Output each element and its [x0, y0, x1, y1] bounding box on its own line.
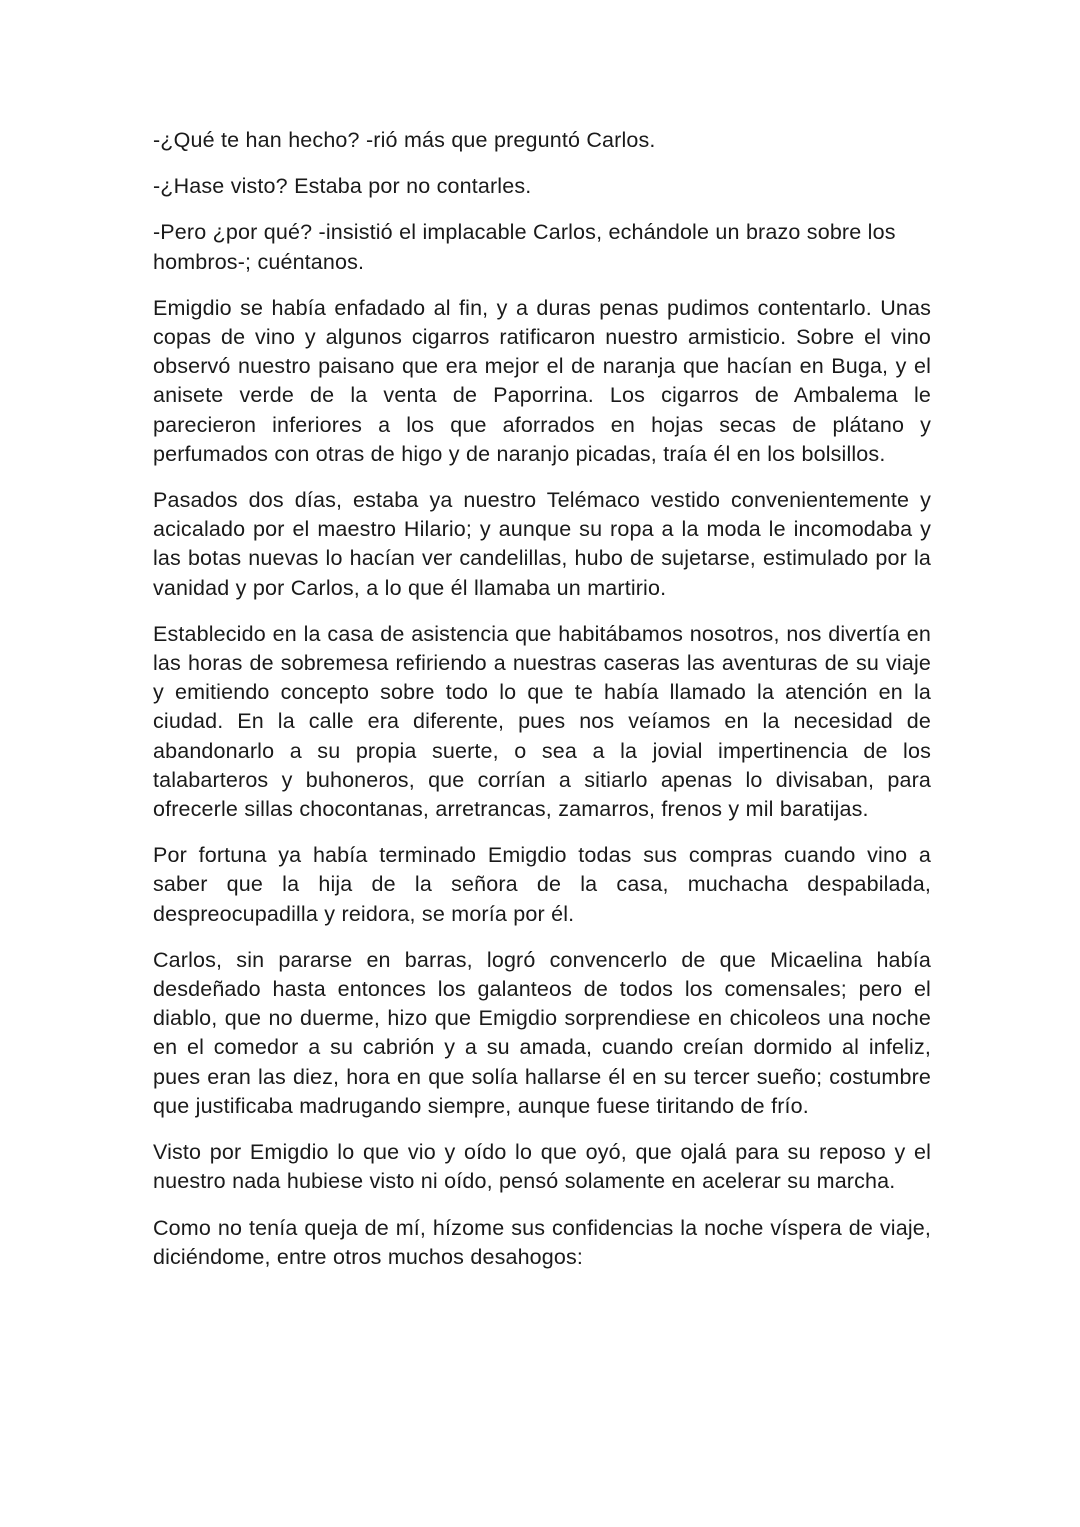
paragraph-5: Pasados dos días, estaba ya nuestro Telémaco vestido convenientemente y acicalado por el maestro Hilario; y aunque su ropa a la moda le incomodaba y las botas nuevas lo hacían ver candelillas, hubo de sujetarse, estimulado por la vanidad y por Carlos, a lo que él llamaba un martirio.: [153, 488, 931, 600]
paragraph-10: Como no tenía queja de mí, hízome sus confidencias la noche víspera de viaje, diciéndome, entre otros muchos desahogos:: [153, 1215, 931, 1269]
paragraph-8: Carlos, sin pararse en barras, logró convencerlo de que Micaelina había desdeñado hasta entonces los galanteos de todos los comensales; pero el diablo, que no duerme, hizo que Emigdio sorprendiese en chicoleos una noche en el comedor a su cabrión y a su amada, cuando creían dormido al infeliz, pues eran las diez, hora en que solía hallarse él en su tercer sueño; costumbre que justificaba madrugando siempre, aunque fuese tiritando de frío.: [153, 947, 931, 1118]
paragraph-3: -Pero ¿por qué? -insistió el implacable Carlos, echándole un brazo sobre los hombros-; cuéntanos.: [153, 220, 896, 274]
paragraph-6: Establecido en la casa de asistencia que habitábamos nosotros, nos divertía en las horas de sobremesa refiriendo a nuestras caseras las aventuras de su viaje y emitiendo concepto sobre todo lo que te había llamado la atención en la ciudad. En la calle era diferente, pues nos veíamos en la necesidad de abandonarlo a su propia suerte, o sea a la jovial impertinencia de los talabarteros y buhoneros, que corrían a sitiarlo apenas lo divisaban, para ofrecerle sillas chocontanas, arretrancas, zamarros, frenos y mil baratijas.: [153, 621, 931, 822]
paragraph-9: Visto por Emigdio lo que vio y oído lo que oyó, que ojalá para su reposo y el nuestro nada hubiese visto ni oído, pensó solamente en acelerar su marcha.: [153, 1140, 931, 1194]
paragraph-2: -¿Hase visto? Estaba por no contarles.: [153, 174, 532, 199]
paragraph-1: -¿Qué te han hecho? -rió más que preguntó Carlos.: [153, 128, 656, 152]
document-text-column: [153, 126, 931, 1272]
paragraph-4: Emigdio se había enfadado al fin, y a duras penas pudimos contentarlo. Unas copas de vino y algunos cigarros ratificaron nuestro armisticio. Sobre el vino observó nuestro paisano que era mejor el de naranja que hacían en Buga, y el anisete verde de la venta de Paporrina. Los cigarros de Ambalema le parecieron inferiores a los que aforrados en hojas secas de plátano y perfumados con otras de higo y de naranjo picadas, traía él en los bolsillos.: [153, 295, 931, 466]
paragraph-7: Por fortuna ya había terminado Emigdio todas sus compras cuando vino a saber que la hija de la señora de la casa, muchacha despabilada, despreocupadilla y reidora, se moría por él.: [153, 843, 931, 926]
